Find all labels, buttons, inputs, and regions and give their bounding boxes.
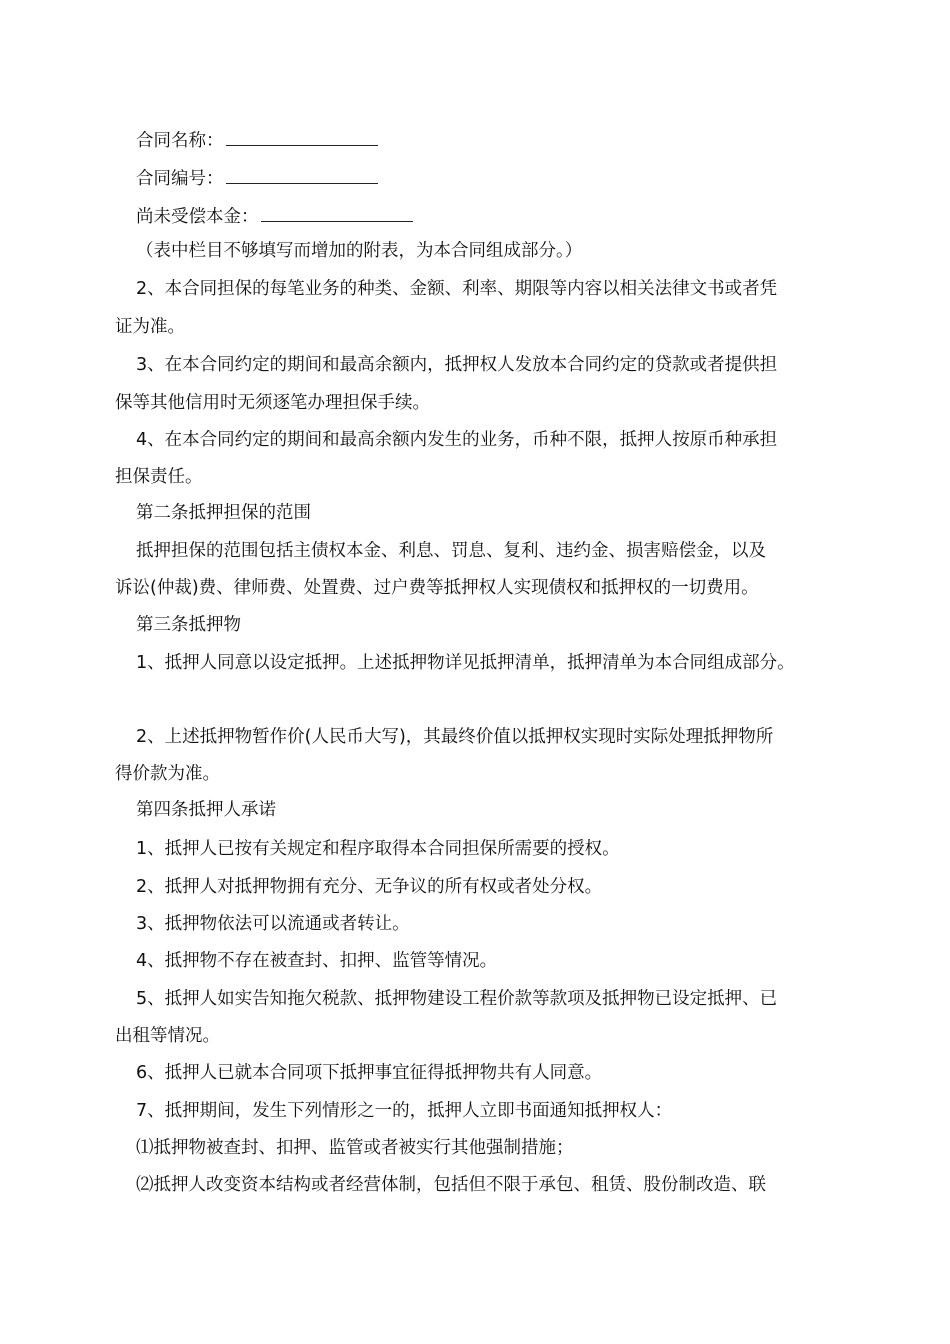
principal-field (136, 204, 413, 228)
paragraph-line: 3、在本合同约定的期间和最高余额内，抵押权人发放本合同约定的贷款或者提供担 (136, 355, 778, 375)
paragraph-line: 4、在本合同约定的期间和最高余额内发生的业务，币种不限，抵押人按原币种承担 (136, 430, 778, 450)
paragraph-line: 保等其他信用时无须逐笔办理担保手续。 (115, 393, 430, 413)
paragraph-line: ⑴抵押物被查封、扣押、监管或者被实行其他强制措施； (136, 1138, 574, 1158)
contract-number-label: 合同编号： (136, 169, 224, 189)
paragraph-line: 2、上述抵押物暂作价(人民币大写)，其最终价值以抵押权实现时实际处理抵押物所 (136, 727, 774, 747)
paragraph-line: 2、本合同担保的每笔业务的种类、金额、利率、期限等内容以相关法律文书或者凭 (136, 279, 778, 299)
contract-name-field (136, 128, 378, 152)
paragraph-line: 7、抵押期间，发生下列情形之一的，抵押人立即书面通知抵押权人： (136, 1101, 673, 1121)
paragraph-line: 得价款为准。 (115, 764, 220, 784)
contract-number-blank (226, 166, 378, 184)
paragraph-line: 4、抵押物不存在被查封、扣押、监管等情况。 (136, 951, 498, 971)
paragraph-line: 6、抵押人已就本合同项下抵押事宜征得抵押物共有人同意。 (136, 1063, 603, 1083)
paragraph-line: 出租等情况。 (115, 1026, 220, 1046)
section-heading: 第三条抵押物 (136, 615, 241, 635)
section-heading: 第四条抵押人承诺 (136, 800, 276, 820)
contract-name-blank (226, 128, 378, 146)
paragraph-line: 2、抵押人对抵押物拥有充分、无争议的所有权或者处分权。 (136, 877, 603, 897)
section-heading: 第二条抵押担保的范围 (136, 503, 311, 523)
paragraph-line: 抵押担保的范围包括主债权本金、利息、罚息、复利、违约金、损害赔偿金，以及 (136, 541, 766, 561)
paragraph-line: 诉讼(仲裁)费、律师费、处置费、过户费等抵押权人实现债权和抵押权的一切费用。 (115, 578, 759, 598)
paragraph-line: 1、抵押人已按有关规定和程序取得本合同担保所需要的授权。 (136, 839, 620, 859)
paragraph-line: （表中栏目不够填写而增加的附表，为本合同组成部分。） (136, 241, 583, 261)
principal-blank (261, 204, 413, 222)
paragraph-line: 证为准。 (115, 317, 185, 337)
paragraph-line: 1、抵押人同意以设定抵押。上述抵押物详见抵押清单，抵押清单为本合同组成部分。 (136, 653, 795, 673)
paragraph-line: 5、抵押人如实告知拖欠税款、抵押物建设工程价款等款项及抵押物已设定抵押、已 (136, 989, 778, 1009)
paragraph-line: ⑵抵押人改变资本结构或者经营体制，包括但不限于承包、租赁、股份制改造、联 (136, 1175, 766, 1195)
contract-number-field (136, 166, 378, 190)
contract-name-label: 合同名称： (136, 131, 224, 151)
paragraph-line: 担保责任。 (115, 467, 203, 487)
principal-label: 尚未受偿本金： (136, 207, 259, 227)
paragraph-line: 3、抵押物依法可以流通或者转让。 (136, 914, 410, 934)
